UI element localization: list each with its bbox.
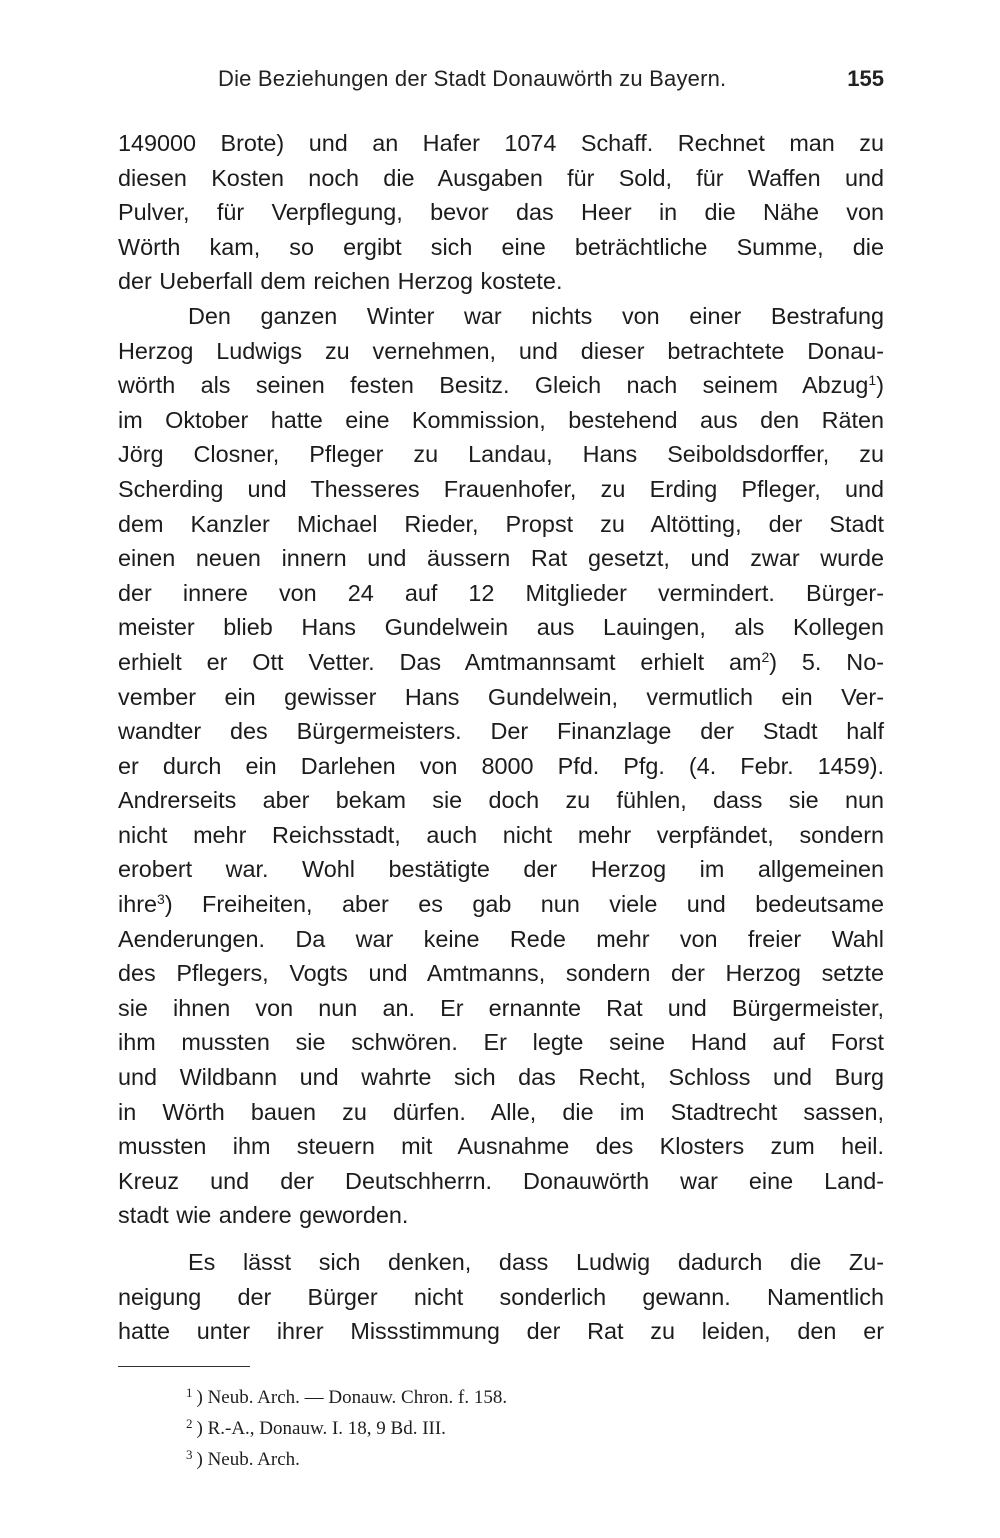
text-line: neigung der Bürger nicht sonderlich gewann. Namentlich xyxy=(118,1283,884,1310)
text-line: Herzog Ludwigs zu vernehmen, und dieser betrachtete Donau- xyxy=(118,337,884,364)
text-line xyxy=(118,368,884,403)
paragraph-2 xyxy=(118,299,884,1233)
paragraph-1 xyxy=(118,126,884,299)
text-line: der Ueberfall dem reichen Herzog kostete. xyxy=(118,268,563,295)
footnote-mark: 3 xyxy=(186,1447,193,1462)
text-segment: erhielt er Ott Vetter. Das Amtmannsamt erhielt am xyxy=(118,648,762,675)
footnote-divider xyxy=(118,1366,250,1367)
footnote-text: ) Neub. Arch. — Donauw. Chron. f. 158. xyxy=(196,1387,508,1408)
text-line: 149000 Brote) und an Hafer 1074 Schaff. Rechnet man zu xyxy=(118,130,884,156)
text-line: Jörg Closner, Pfleger zu Landau, Hans Seiboldsdorffer, zu xyxy=(118,441,884,468)
paragraph-spacer xyxy=(118,1233,884,1245)
text-line: einen neuen innern und äussern Rat gesetzt, und zwar wurde xyxy=(118,545,884,572)
text-line: in Wörth bauen zu dürfen. Alle, die im Stadtrecht sassen, xyxy=(118,1098,884,1125)
text-line: hatte unter ihrer Missstimmung der Rat zu leiden, den er xyxy=(118,1318,884,1345)
running-title: Die Beziehungen der Stadt Donauwörth zu Bayern. xyxy=(218,66,727,91)
footnote-3 xyxy=(186,1444,886,1475)
text-line: erobert war. Wohl bestätigte der Herzog im allgemeinen xyxy=(118,856,884,883)
text-line: und Wildbann und wahrte sich das Recht, Schloss und Burg xyxy=(118,1064,884,1091)
footnote-2 xyxy=(186,1413,886,1444)
body-text xyxy=(118,126,884,1349)
text-line: der innere von 24 auf 12 Mitglieder vermindert. Bürger- xyxy=(118,579,884,606)
text-line: vember ein gewisser Hans Gundelwein, vermutlich ein Ver- xyxy=(118,683,884,710)
text-line: Pulver, für Verpflegung, bevor das Heer in die Nähe von xyxy=(118,199,884,226)
text-line: mussten ihm steuern mit Ausnahme des Klosters zum heil. xyxy=(118,1133,884,1160)
footnote-reference[interactable]: 2 xyxy=(761,648,770,665)
footnote-mark: 2 xyxy=(186,1416,193,1431)
text-segment: ihre xyxy=(118,891,158,918)
text-line xyxy=(118,887,884,922)
text-segment: ) xyxy=(876,372,884,399)
text-line: ihm mussten sie schwören. Er legte seine Hand auf Forst xyxy=(118,1029,884,1056)
text-line: diesen Kosten noch die Ausgaben für Sold, für Waffen und xyxy=(118,164,884,191)
text-line: Aenderungen. Da war keine Rede mehr von freier Wahl xyxy=(118,925,884,952)
footnote-reference[interactable]: 1 xyxy=(868,372,877,389)
page-header xyxy=(118,66,884,96)
text-line: im Oktober hatte eine Kommission, bestehend aus den Räten xyxy=(118,406,884,433)
text-line: Andrerseits aber bekam sie doch zu fühlen, dass sie nun xyxy=(118,787,884,814)
footnotes xyxy=(186,1382,886,1475)
paragraph-3 xyxy=(118,1245,884,1349)
text-line: Es lässt sich denken, dass Ludwig dadurch die Zu- xyxy=(188,1249,884,1275)
text-segment: ) Freiheiten, aber es gab nun viele und bedeutsame xyxy=(164,891,884,918)
footnote-text: ) Neub. Arch. xyxy=(196,1449,300,1470)
text-line xyxy=(118,645,884,680)
text-line: des Pflegers, Vogts und Amtmanns, sondern der Herzog setzte xyxy=(118,960,884,987)
text-line: Kreuz und der Deutschherrn. Donauwörth war eine Land- xyxy=(118,1167,884,1194)
text-line: stadt wie andere geworden. xyxy=(118,1202,409,1229)
text-line: meister blieb Hans Gundelwein aus Lauingen, als Kollegen xyxy=(118,614,884,641)
text-line: sie ihnen von nun an. Er ernannte Rat und Bürgermeister, xyxy=(118,994,884,1021)
footnote-mark: 1 xyxy=(186,1385,193,1400)
text-line: wandter des Bürgermeisters. Der Finanzlage der Stadt half xyxy=(118,718,884,745)
text-line: er durch ein Darlehen von 8000 Pfd. Pfg. (4. Febr. 1459). xyxy=(118,752,884,779)
text-segment: ) 5. No- xyxy=(769,648,884,675)
page-number: 155 xyxy=(847,66,884,91)
text-line: nicht mehr Reichsstadt, auch nicht mehr verpfändet, sondern xyxy=(118,821,884,848)
text-line: dem Kanzler Michael Rieder, Propst zu Altötting, der Stadt xyxy=(118,510,884,537)
text-line: Wörth kam, so ergibt sich eine beträchtliche Summe, die xyxy=(118,233,884,260)
text-line: Den ganzen Winter war nichts von einer Bestrafung xyxy=(188,302,884,329)
text-line: Scherding und Thesseres Frauenhofer, zu Erding Pfleger, und xyxy=(118,475,884,502)
footnote-1 xyxy=(186,1382,886,1413)
text-segment: wörth als seinen festen Besitz. Gleich nach seinem Abzug xyxy=(118,372,869,399)
footnote-text: ) R.-A., Donauw. I. 18, 9 Bd. III. xyxy=(196,1418,446,1439)
footnote-reference[interactable]: 3 xyxy=(157,891,165,908)
